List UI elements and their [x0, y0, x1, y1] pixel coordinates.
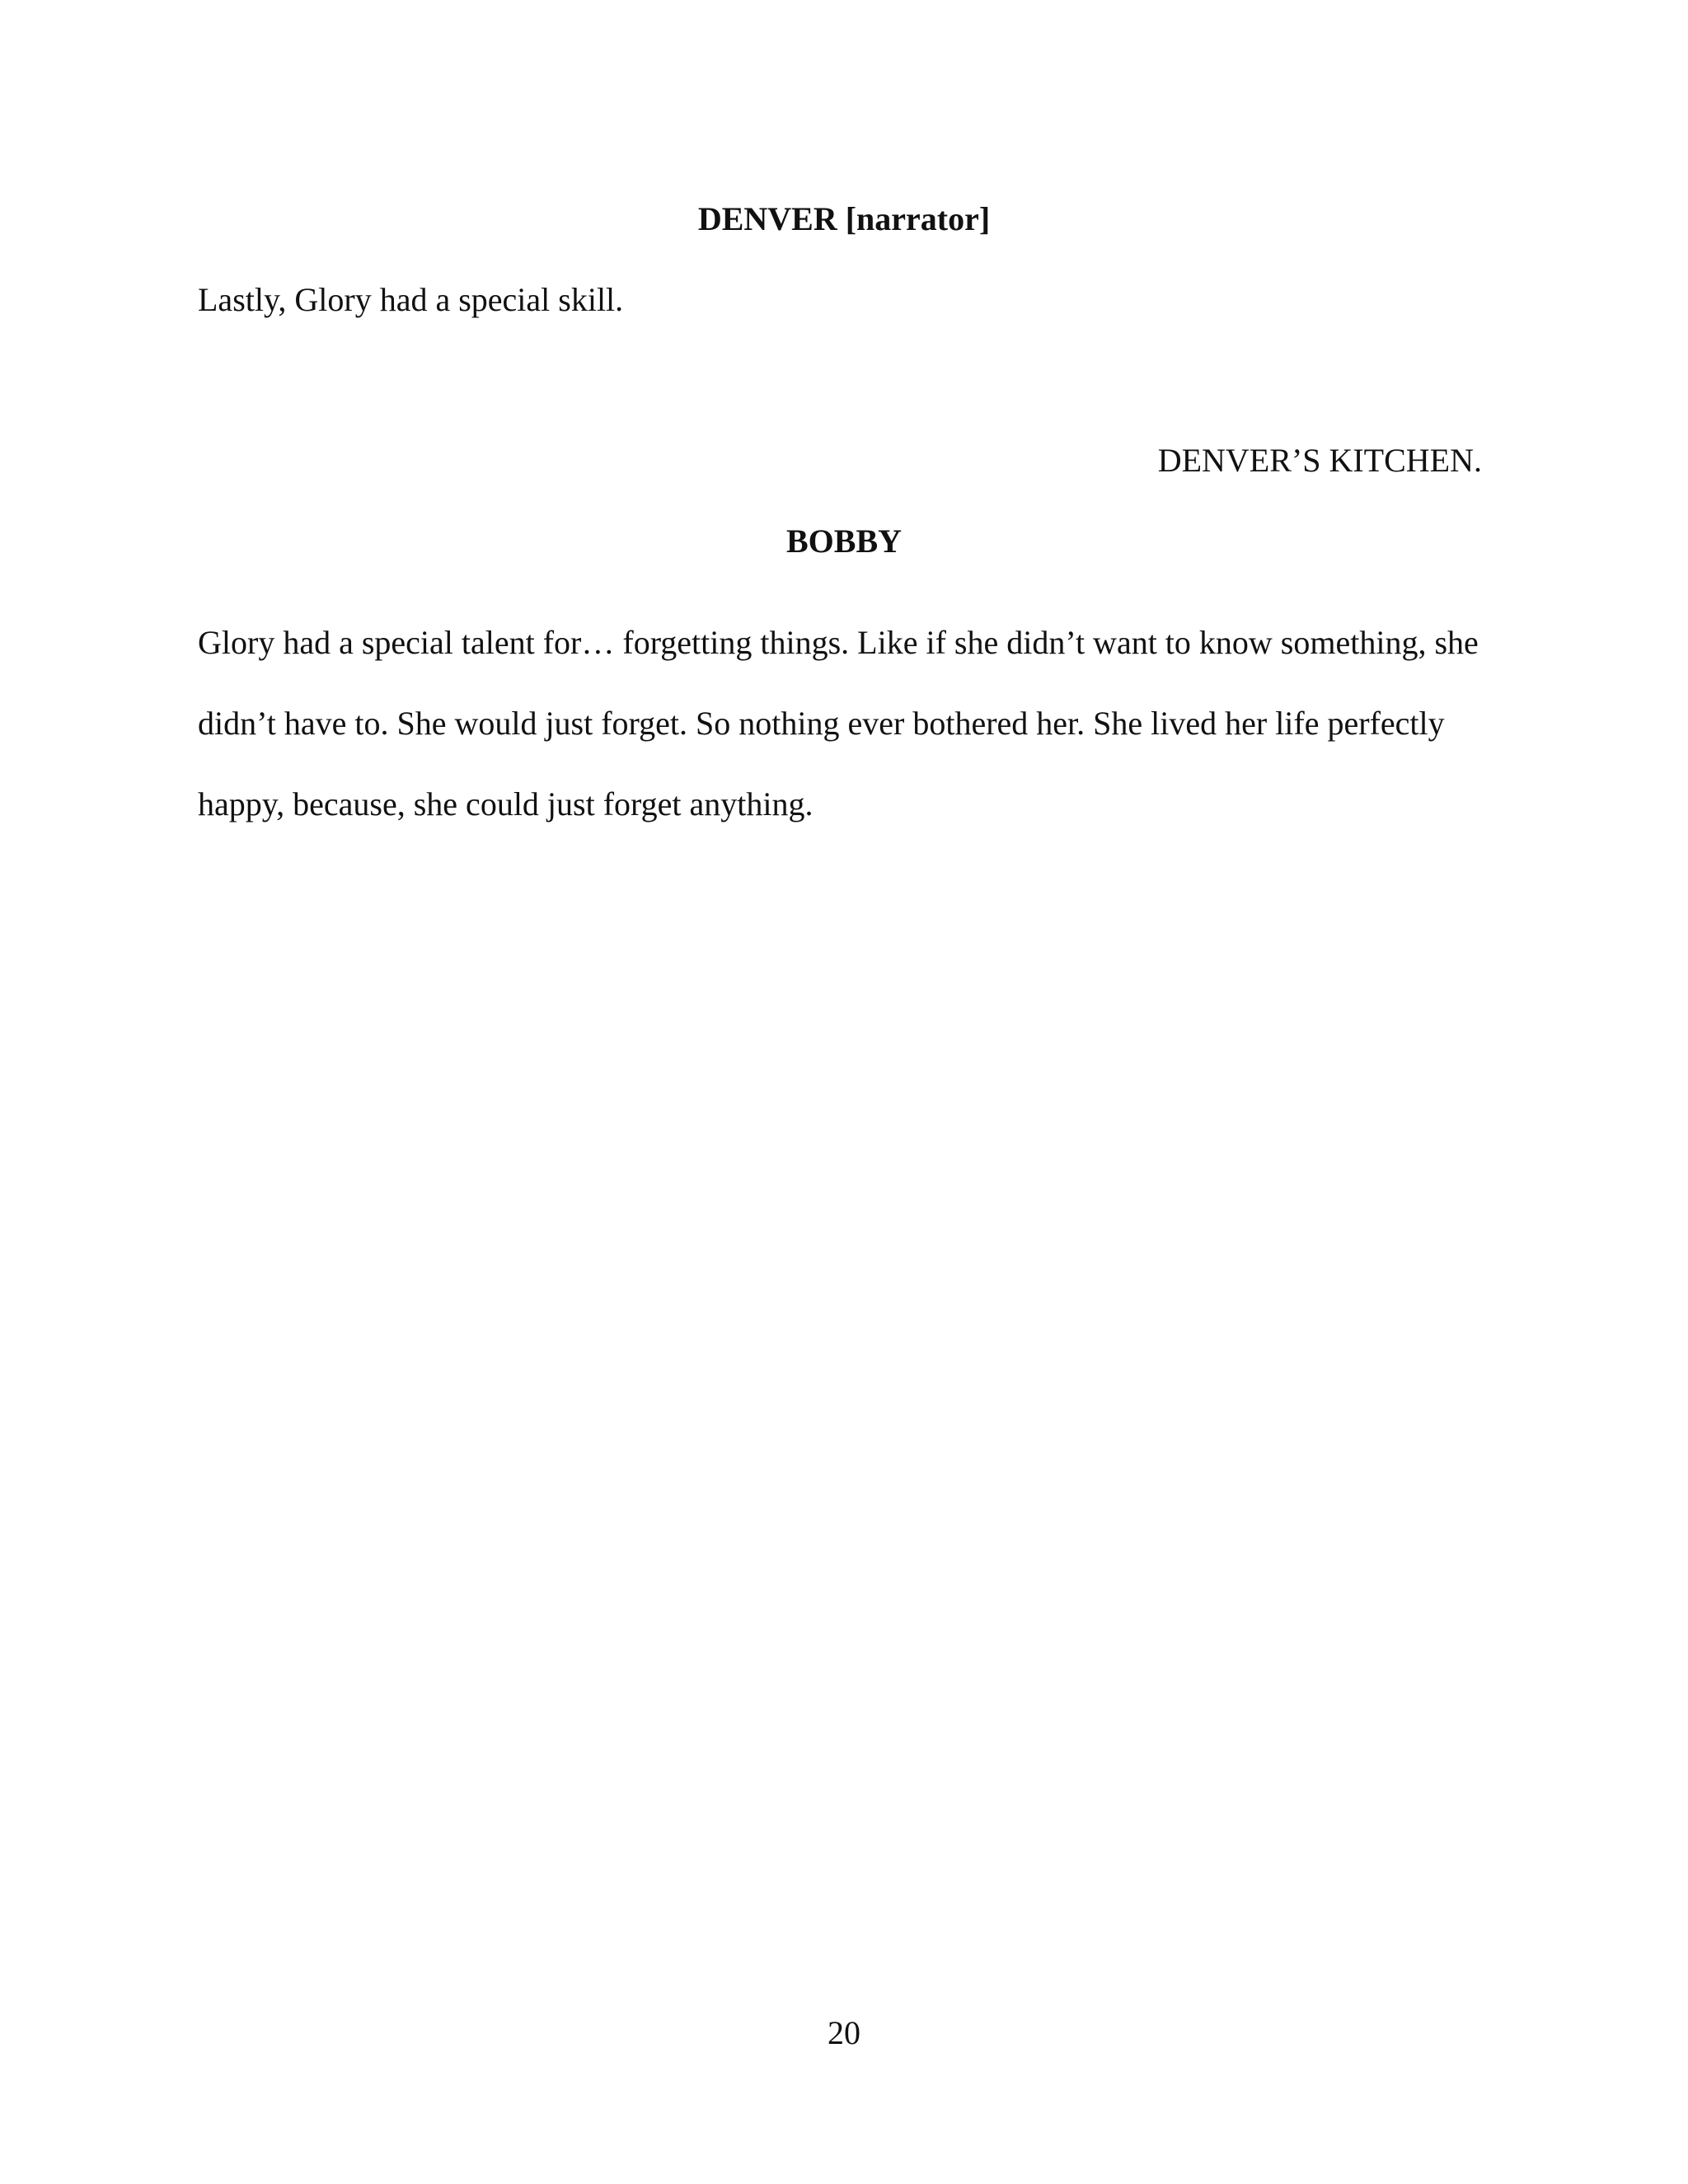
page-number: 20 — [828, 2014, 860, 2051]
dialogue-denver: Lastly, Glory had a special skill. — [198, 281, 624, 318]
character-name-denver: DENVER [narrator] — [697, 200, 991, 237]
scene-heading-kitchen: DENVER’S KITCHEN. — [1157, 442, 1482, 479]
character-name-bobby: BOBBY — [785, 523, 903, 560]
dialogue-bobby: Glory had a special talent for… forgetting things. Like if she didn’t want to know something, she didn’t have to. She would just forget. So nothing ever bothered her. She lived her life perfectly happy, because, she could just forget anything. — [198, 624, 1479, 823]
